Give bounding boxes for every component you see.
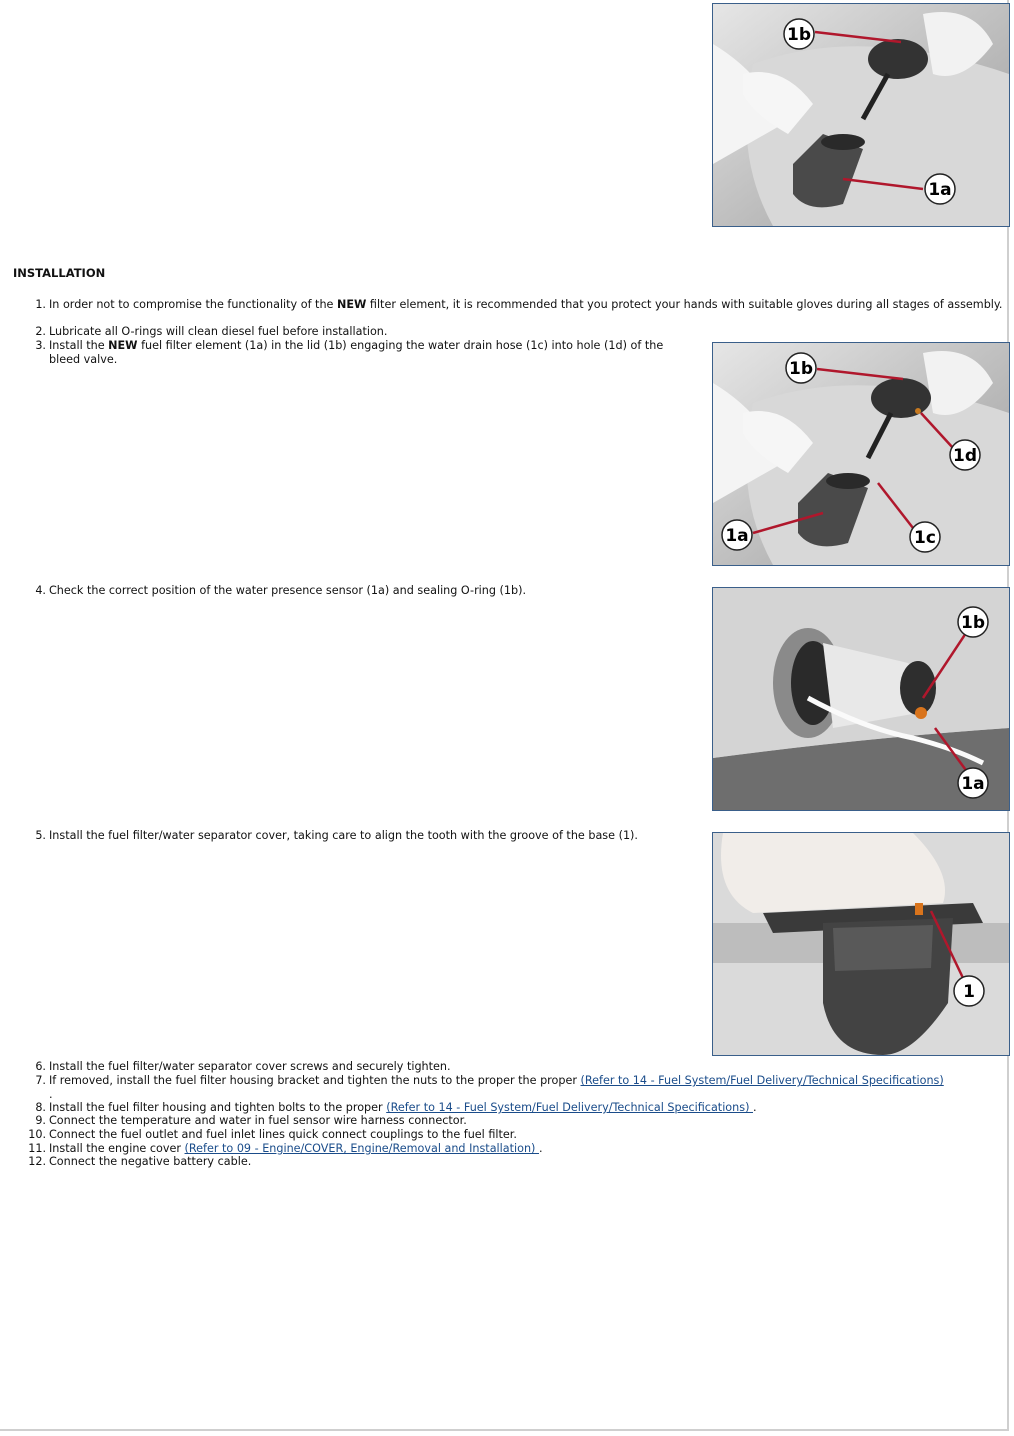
- callout-label: 1c: [914, 528, 936, 548]
- list-item: 2. Lubricate all O-rings will clean diesel fuel before installation.: [35, 325, 388, 338]
- list-item: 1. In order not to compromise the functionality of the NEW filter element, it is recommended that you protect your hands with suitable gloves during all stages of assembly.: [28, 298, 1003, 326]
- section-heading: INSTALLATION: [13, 266, 106, 280]
- spec-reference-link[interactable]: (Refer to 14 - Fuel System/Fuel Delivery/Technical Specifications): [386, 1101, 753, 1114]
- list-item: 3. Install the NEW fuel filter element (1a) in the lid (1b) engaging the water drain hose (1c) into hole (1d) of the bleed valve.: [35, 339, 664, 366]
- callout-label: 1: [963, 982, 975, 1002]
- list-item: 6. Install the fuel filter/water separator cover screws and securely tighten.: [35, 1060, 451, 1073]
- list-item: 7. If removed, install the fuel filter housing bracket and tighten the nuts to the proper the proper (Refer to 14 - Fuel System/Fuel Delivery/Technical Specifications) .: [35, 1074, 944, 1101]
- callout-label: 1b: [787, 25, 811, 45]
- callout-label: 1a: [961, 774, 985, 794]
- list-item: 5. Install the fuel filter/water separator cover, taking care to align the tooth with the groove of the base (1).: [35, 829, 638, 842]
- engine-cover-reference-link[interactable]: (Refer to 09 - Engine/COVER, Engine/Removal and Installation): [184, 1142, 539, 1155]
- list-item: 10. Connect the fuel outlet and fuel inlet lines quick connect couplings to the fuel filter.: [28, 1128, 517, 1141]
- list-item: 8. Install the fuel filter housing and tighten bolts to the proper (Refer to 14 - Fuel System/Fuel Delivery/Technical Specifications) .: [35, 1101, 757, 1114]
- list-item: 12. Connect the negative battery cable.: [28, 1155, 252, 1168]
- list-item: 9. Connect the temperature and water in fuel sensor wire harness connector.: [35, 1114, 467, 1127]
- step-number: 1.: [35, 298, 46, 311]
- figure-filter-removal: [712, 3, 1010, 227]
- list-item: 4. Check the correct position of the water presence sensor (1a) and sealing O-ring (1b).: [35, 584, 527, 597]
- callout-label: 1d: [953, 446, 977, 466]
- callout-label: 1b: [789, 359, 813, 379]
- list-item: 11. Install the engine cover (Refer to 09 - Engine/COVER, Engine/Removal and Installation) .: [28, 1142, 543, 1155]
- callout-label: 1a: [725, 526, 749, 546]
- callout-label: 1b: [961, 613, 985, 633]
- spec-reference-link[interactable]: (Refer to 14 - Fuel System/Fuel Delivery/Technical Specifications): [580, 1074, 944, 1087]
- figure-filter-install: [712, 342, 1010, 566]
- figure-cover-alignment: [712, 832, 1010, 1056]
- figure-sensor-position: [712, 587, 1010, 811]
- callout-label: 1a: [928, 180, 952, 200]
